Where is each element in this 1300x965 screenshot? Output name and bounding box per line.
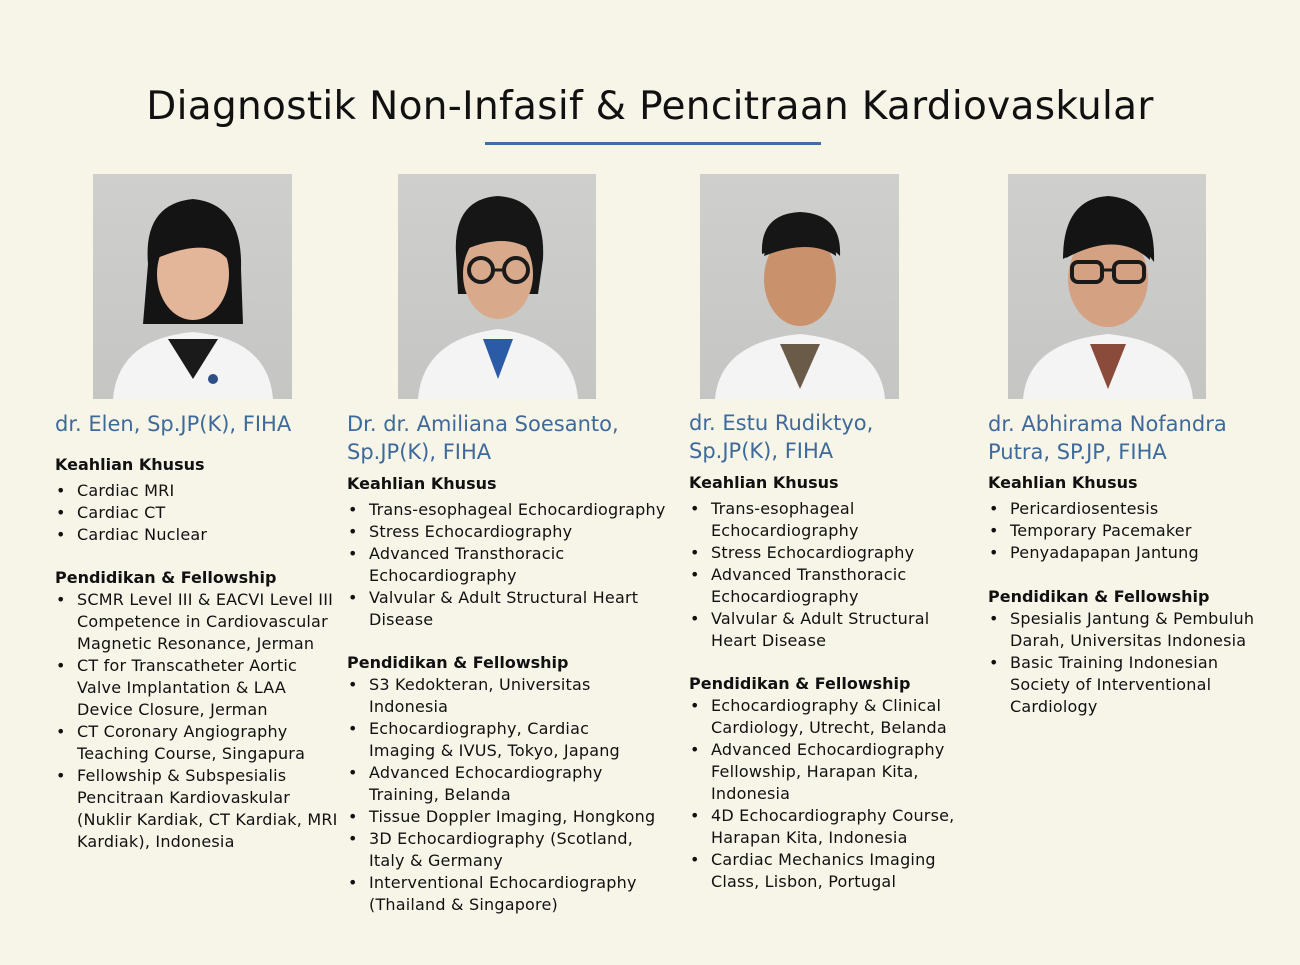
doctor-portrait-1	[93, 174, 292, 399]
list-item: • 4D Echocardiography Course, Harapan Kita, Indonesia	[689, 805, 961, 849]
doctor-name-line2: Putra, SP.JP, FIHA	[988, 440, 1167, 464]
list-item: • Advanced Transthoracic Echocardiography	[347, 543, 569, 587]
list-item: • Advanced Echocardiography Fellowship, Harapan Kita, Indonesia	[689, 739, 951, 805]
education-section-4	[988, 586, 1278, 718]
doctor-name-line2: Sp.JP(K), FIHA	[689, 439, 834, 463]
specialty-heading: Keahlian Khusus	[55, 455, 205, 474]
list-item: • Cardiac Mechanics Imaging Class, Lisbon, Portugal	[689, 849, 951, 893]
doctor-name-line2: Sp.JP(K), FIHA	[347, 440, 492, 464]
doctor-name-line1: Dr. dr. Amiliana Soesanto,	[347, 412, 619, 436]
doctor-name-4	[988, 410, 1278, 466]
list-item: • Echocardiography & Clinical Cardiology, Utrecht, Belanda	[689, 695, 961, 739]
title-underline	[485, 142, 821, 145]
list-item: • Cardiac CT	[55, 502, 345, 524]
list-item: • 3D Echocardiography (Scotland, Italy & Germany	[347, 828, 639, 872]
specialty-section-2	[347, 473, 667, 631]
list-item: • Valvular & Adult Structural Heart Disease	[347, 587, 639, 631]
list-item: • Advanced Echocardiography Training, Belanda	[347, 762, 609, 806]
doctor-portrait-4	[1008, 174, 1206, 399]
education-section-3	[689, 673, 969, 893]
list-item: • Basic Training Indonesian Society of Interventional Cardiology	[988, 652, 1240, 718]
list-item: • Valvular & Adult Structural Heart Disease	[689, 608, 941, 652]
list-item: • Stress Echocardiography	[689, 542, 969, 564]
list-item: • Spesialis Jantung & Pembuluh Darah, Universitas Indonesia	[988, 608, 1280, 652]
doctor-portrait-2	[398, 174, 596, 399]
list-item: • Tissue Doppler Imaging, Hongkong	[347, 806, 667, 828]
doctor-name-line1: dr. Elen, Sp.JP(K), FIHA	[55, 412, 292, 436]
education-section-1	[55, 567, 345, 853]
specialty-section-4	[988, 472, 1278, 564]
list-item: • CT Coronary Angiography Teaching Course, Singapura	[55, 721, 345, 765]
education-heading: Pendidikan & Fellowship	[988, 587, 1210, 606]
list-item: • Fellowship & Subspesialis Pencitraan Kardiovaskular (Nuklir Kardiak, CT Kardiak, MRI Kardiak), Indonesia	[55, 765, 345, 853]
doctor-name-line1: dr. Estu Rudiktyo,	[689, 411, 874, 435]
doctor-portrait-3	[700, 174, 899, 399]
list-item: • S3 Kedokteran, Universitas Indonesia	[347, 674, 609, 718]
doctor-photo-1	[93, 174, 292, 399]
list-item: • Temporary Pacemaker	[988, 520, 1278, 542]
specialty-section-3	[689, 472, 969, 652]
education-heading: Pendidikan & Fellowship	[689, 674, 911, 693]
doctor-name-2	[347, 410, 667, 466]
specialty-heading: Keahlian Khusus	[347, 474, 497, 493]
doctor-name-line1: dr. Abhirama Nofandra	[988, 412, 1227, 436]
specialty-heading: Keahlian Khusus	[689, 473, 839, 492]
doctor-photo-2	[398, 174, 596, 399]
education-section-2	[347, 652, 667, 916]
specialty-section-1	[55, 454, 345, 546]
list-item: • Trans-esophageal Echocardiography	[347, 499, 667, 521]
doctor-photo-4	[1008, 174, 1206, 399]
page-title: Diagnostik Non-Infasif & Pencitraan Kardiovaskular	[146, 84, 1154, 129]
doctor-name-1	[55, 410, 345, 438]
doctor-photo-3	[700, 174, 899, 399]
list-item: • Trans-esophageal Echocardiography	[689, 498, 891, 542]
doctor-name-3	[689, 409, 969, 465]
list-item: • Cardiac Nuclear	[55, 524, 345, 546]
education-heading: Pendidikan & Fellowship	[55, 568, 277, 587]
list-item: • Stress Echocardiography	[347, 521, 589, 543]
list-item: • Interventional Echocardiography (Thailand & Singapore)	[347, 872, 649, 916]
list-item: • CT for Transcatheter Aortic Valve Implantation & LAA Device Closure, Jerman	[55, 655, 345, 721]
list-item: • SCMR Level III & EACVI Level III Competence in Cardiovascular Magnetic Resonance, Jerman	[55, 589, 345, 655]
specialty-heading: Keahlian Khusus	[988, 473, 1138, 492]
list-item: • Echocardiography, Cardiac Imaging & IVUS, Tokyo, Japang	[347, 718, 659, 762]
education-heading: Pendidikan & Fellowship	[347, 653, 569, 672]
list-item: • Penyadapapan Jantung	[988, 542, 1278, 564]
list-item: • Cardiac MRI	[55, 480, 345, 502]
list-item: • Advanced Transthoracic Echocardiography	[689, 564, 911, 608]
list-item: • Pericardiosentesis	[988, 498, 1278, 520]
